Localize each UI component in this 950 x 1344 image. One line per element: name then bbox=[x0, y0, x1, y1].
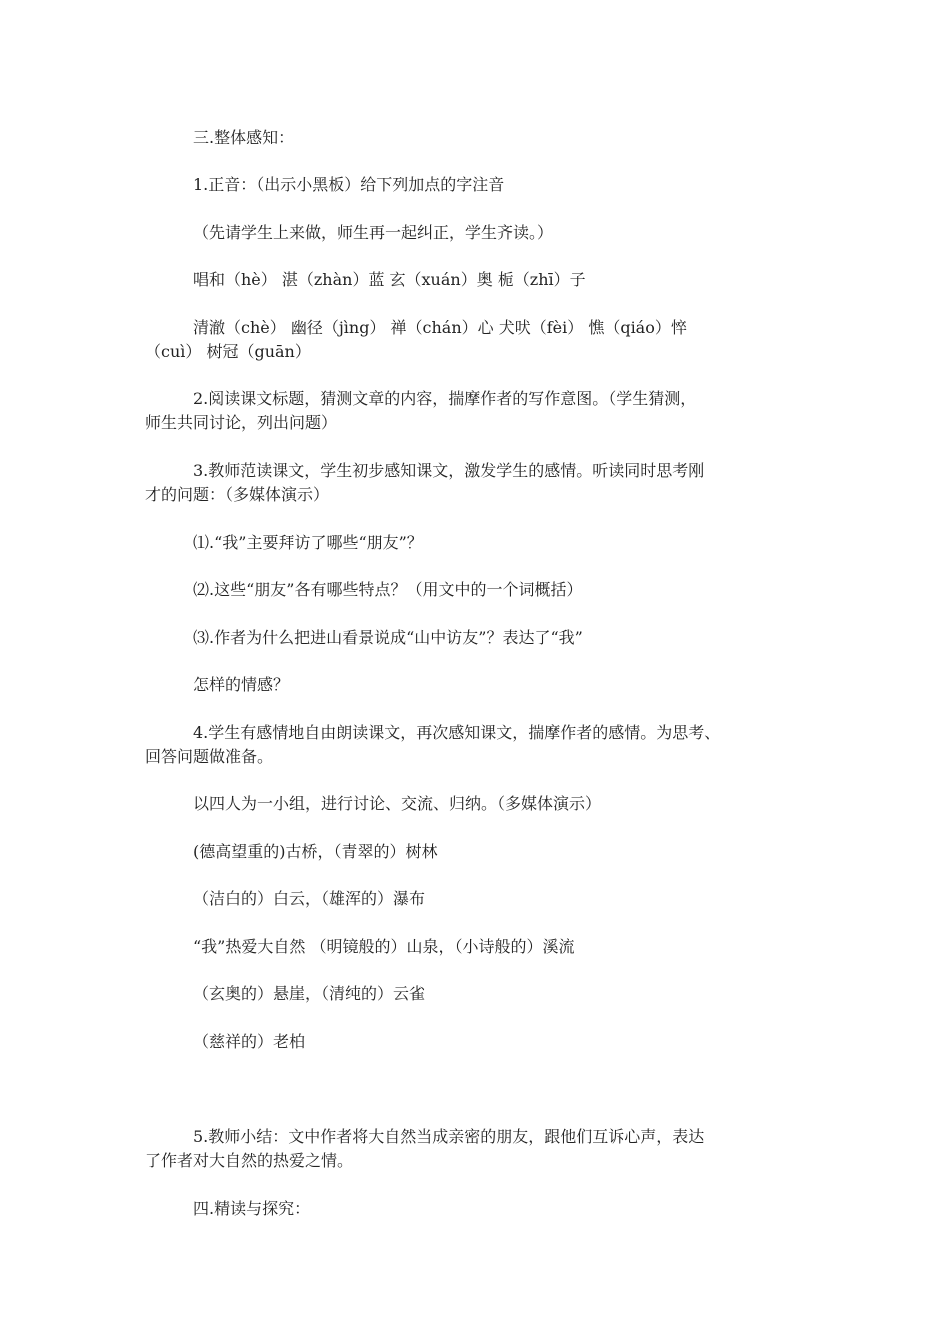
friends-line-5: （慈祥的）老柏 bbox=[193, 1032, 306, 1051]
question-3a: ⑶.作者为什么把进山看景说成“山中访友”？表达了“我” bbox=[193, 628, 583, 647]
pinyin-line-2a: 清澈（chè） 幽径（jìng） 禅（chán）心 犬吠（fèi） 憔（qiáo）悴 bbox=[193, 318, 687, 337]
item4-line-b: 回答问题做准备。 bbox=[145, 747, 274, 766]
section4-heading: 四.精读与探究： bbox=[193, 1199, 311, 1218]
friends-line-2: （洁白的）白云，（雄浑的）瀑布 bbox=[193, 889, 426, 908]
section3-heading: 三.整体感知： bbox=[193, 128, 295, 147]
pinyin-line-1: 唱和（hè） 湛（zhàn）蓝 玄（xuán）奥 栀（zhī）子 bbox=[193, 270, 586, 289]
item1-note: （先请学生上来做，师生再一起纠正，学生齐读。） bbox=[193, 223, 554, 242]
item3-line-a: 3.教师范读课文，学生初步感知课文，激发学生的感情。听读同时思考刚 bbox=[193, 461, 705, 480]
item5-line-a: 5.教师小结：文中作者将大自然当成亲密的朋友，跟他们互诉心声，表达 bbox=[193, 1127, 705, 1146]
item4-line-a: 4.学生有感情地自由朗读课文，再次感知课文，揣摩作者的感情。为思考、 bbox=[193, 723, 721, 742]
item5-line-b: 了作者对大自然的热爱之情。 bbox=[145, 1151, 354, 1170]
friends-line-4: （玄奥的）悬崖，（清纯的）云雀 bbox=[193, 984, 426, 1003]
item2-line-b: 师生共同讨论，列出问题） bbox=[145, 413, 338, 432]
group-note: 以四人为一小组，进行讨论、交流、归纳。（多媒体演示） bbox=[193, 794, 602, 813]
friends-line-1: (德高望重的)古桥，（青翠的）树林 bbox=[193, 842, 438, 861]
question-3b: 怎样的情感？ bbox=[193, 675, 290, 694]
question-2: ⑵.这些“朋友”各有哪些特点？（用文中的一个词概括） bbox=[193, 580, 583, 599]
item3-line-b: 才的问题：（多媒体演示） bbox=[145, 485, 330, 504]
friends-line-3: “我”热爱大自然 （明镜般的）山泉，（小诗般的）溪流 bbox=[193, 937, 575, 956]
question-1: ⑴.“我”主要拜访了哪些“朋友”？ bbox=[193, 533, 423, 552]
pinyin-line-2b: （cuì） 树冠（guān） bbox=[145, 342, 311, 361]
item2-line-a: 2.阅读课文标题，猜测文章的内容，揣摩作者的写作意图。（学生猜测， bbox=[193, 389, 697, 408]
item1-title: 1.正音：（出示小黑板）给下列加点的字注音 bbox=[193, 175, 505, 194]
